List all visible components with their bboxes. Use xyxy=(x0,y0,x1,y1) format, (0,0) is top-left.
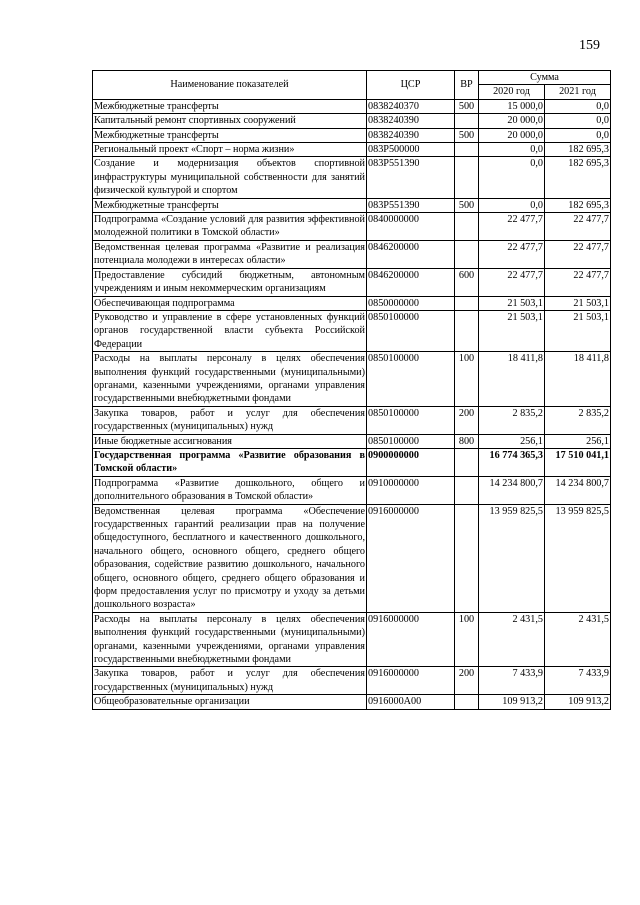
row-value-2020: 22 477,7 xyxy=(479,268,545,296)
row-vr xyxy=(455,695,479,709)
row-value-2020: 20 000,0 xyxy=(479,128,545,142)
row-csr: 0850100000 xyxy=(367,406,455,434)
table-row xyxy=(93,667,611,695)
table-row xyxy=(93,476,611,504)
table-row xyxy=(93,310,611,351)
row-csr: 0838240390 xyxy=(367,128,455,142)
row-value-2021: 0,0 xyxy=(545,114,611,128)
row-value-2021: 22 477,7 xyxy=(545,213,611,241)
row-csr: 0916000000 xyxy=(367,612,455,667)
header-year-2021: 2021 год xyxy=(545,85,611,99)
row-value-2020: 14 234 800,7 xyxy=(479,476,545,504)
row-csr: 0910000000 xyxy=(367,476,455,504)
table-row xyxy=(93,240,611,268)
table-row xyxy=(93,352,611,407)
row-csr: 0846200000 xyxy=(367,240,455,268)
row-name: Государственная программа «Развитие образования в Томской области» xyxy=(94,449,365,475)
row-value-2020: 21 503,1 xyxy=(479,296,545,310)
row-csr: 0916000000 xyxy=(367,504,455,612)
row-vr: 500 xyxy=(455,99,479,113)
row-value-2021: 22 477,7 xyxy=(545,268,611,296)
row-name: Ведомственная целевая программа «Обеспечение государственных гарантий реализации прав на получение общедоступного, бесплатного и качественного дошкольного, начального общего, основного общего, среднего общего образования, содействие развитию дошкольного, начального общего, основного общего, среднего общего образования и форм предоставления услуг по присмотру и уходу за детьми дошкольного возраста» xyxy=(94,505,365,611)
row-value-2021: 2 431,5 xyxy=(545,612,611,667)
row-vr: 500 xyxy=(455,128,479,142)
row-name: Создание и модернизация объектов спортивной инфраструктуры муниципальной собственности для занятий физической культурой и спортом xyxy=(94,158,365,197)
row-csr: 0838240370 xyxy=(367,99,455,113)
row-vr xyxy=(455,213,479,241)
row-value-2020: 16 774 365,3 xyxy=(479,448,545,476)
row-name: Региональный проект «Спорт – норма жизни» xyxy=(93,143,367,157)
row-value-2021: 21 503,1 xyxy=(545,310,611,351)
row-csr: 0838240390 xyxy=(367,114,455,128)
row-name: Руководство и управление в сфере установленных функций органов государственной власти субъекта Российской Федерации xyxy=(94,311,365,350)
row-name: Закупка товаров, работ и услуг для обеспечения государственных (муниципальных) нужд xyxy=(94,407,365,433)
row-value-2020: 22 477,7 xyxy=(479,213,545,241)
row-name: Обеспечивающая подпрограмма xyxy=(93,296,367,310)
row-name: Межбюджетные трансферты xyxy=(93,198,367,212)
row-csr: 0850100000 xyxy=(367,310,455,351)
page-number: 159 xyxy=(579,38,600,53)
row-value-2020: 18 411,8 xyxy=(479,352,545,407)
budget-table xyxy=(92,70,611,710)
row-value-2020: 22 477,7 xyxy=(479,240,545,268)
row-csr: 0850100000 xyxy=(367,434,455,448)
row-csr: 0850000000 xyxy=(367,296,455,310)
row-value-2020: 21 503,1 xyxy=(479,310,545,351)
row-value-2020: 13 959 825,5 xyxy=(479,504,545,612)
row-value-2021: 22 477,7 xyxy=(545,240,611,268)
row-value-2021: 21 503,1 xyxy=(545,296,611,310)
row-name: Подпрограмма «Развитие дошкольного, общего и дополнительного образования в Томской области» xyxy=(94,477,365,503)
row-name: Межбюджетные трансферты xyxy=(93,128,367,142)
row-value-2020: 2 835,2 xyxy=(479,406,545,434)
row-value-2020: 0,0 xyxy=(479,143,545,157)
row-value-2020: 7 433,9 xyxy=(479,667,545,695)
row-value-2020: 20 000,0 xyxy=(479,114,545,128)
row-vr: 200 xyxy=(455,406,479,434)
header-name: Наименование показателей xyxy=(93,71,367,100)
header-sum: Сумма xyxy=(479,71,611,85)
header-vr: ВР xyxy=(455,71,479,100)
table-row xyxy=(93,268,611,296)
row-name: Предоставление субсидий бюджетным, автономным учреждениям и иным некоммерческим организациям xyxy=(94,269,365,295)
row-value-2021: 0,0 xyxy=(545,128,611,142)
table-row xyxy=(93,157,611,198)
row-name: Межбюджетные трансферты xyxy=(93,99,367,113)
row-value-2020: 0,0 xyxy=(479,157,545,198)
row-vr xyxy=(455,143,479,157)
table-row xyxy=(93,695,611,709)
row-name: Капитальный ремонт спортивных сооружений xyxy=(93,114,367,128)
row-csr: 0900000000 xyxy=(367,448,455,476)
row-csr: 0916000А00 xyxy=(367,695,455,709)
row-csr: 083P551390 xyxy=(367,198,455,212)
row-csr: 0846200000 xyxy=(367,268,455,296)
table-row xyxy=(93,612,611,667)
row-value-2021: 7 433,9 xyxy=(545,667,611,695)
table-row xyxy=(93,198,611,212)
row-vr: 600 xyxy=(455,268,479,296)
table-row xyxy=(93,114,611,128)
row-vr: 100 xyxy=(455,352,479,407)
table-body xyxy=(93,99,611,709)
row-name: Закупка товаров, работ и услуг для обеспечения государственных (муниципальных) нужд xyxy=(94,668,365,693)
row-name: Подпрограмма «Создание условий для развития эффективной молодежной политики в Томской области» xyxy=(94,214,365,239)
row-value-2020: 2 431,5 xyxy=(479,612,545,667)
row-vr: 200 xyxy=(455,667,479,695)
row-name: Ведомственная целевая программа «Развитие и реализация потенциала молодежи в интересах области» xyxy=(94,241,365,267)
table-row xyxy=(93,128,611,142)
row-value-2020: 109 913,2 xyxy=(479,695,545,709)
table-row-program xyxy=(93,448,611,476)
row-vr xyxy=(455,310,479,351)
row-value-2021: 13 959 825,5 xyxy=(545,504,611,612)
row-name: Расходы на выплаты персоналу в целях обеспечения выполнения функций государственными (муниципальными) органами, казенными учреждениями, органами управления государственными внебюджетными фондами xyxy=(94,353,365,405)
row-value-2021: 182 695,3 xyxy=(545,143,611,157)
table-row xyxy=(93,504,611,612)
row-value-2020: 0,0 xyxy=(479,198,545,212)
row-value-2021: 182 695,3 xyxy=(545,157,611,198)
row-value-2021: 14 234 800,7 xyxy=(545,476,611,504)
row-value-2021: 182 695,3 xyxy=(545,198,611,212)
table-row xyxy=(93,99,611,113)
row-value-2020: 15 000,0 xyxy=(479,99,545,113)
row-name: Расходы на выплаты персоналу в целях обеспечения выполнения функций государственными (муниципальными) органами, казенными учреждениями, органами управления государственными внебюджетными фондами xyxy=(94,613,365,666)
row-value-2021: 109 913,2 xyxy=(545,695,611,709)
row-vr: 100 xyxy=(455,612,479,667)
row-vr xyxy=(455,157,479,198)
row-vr xyxy=(455,240,479,268)
row-vr xyxy=(455,504,479,612)
row-csr: 0916000000 xyxy=(367,667,455,695)
row-csr: 083P500000 xyxy=(367,143,455,157)
row-vr: 500 xyxy=(455,198,479,212)
row-vr xyxy=(455,296,479,310)
header-csr: ЦСР xyxy=(367,71,455,100)
table-row xyxy=(93,213,611,241)
row-value-2021: 0,0 xyxy=(545,99,611,113)
row-name: Иные бюджетные ассигнования xyxy=(93,434,367,448)
row-csr: 0850100000 xyxy=(367,352,455,407)
row-csr: 0840000000 xyxy=(367,213,455,241)
row-value-2021: 17 510 041,1 xyxy=(545,448,611,476)
row-value-2020: 256,1 xyxy=(479,434,545,448)
header-year-2020: 2020 год xyxy=(479,85,545,99)
row-vr xyxy=(455,114,479,128)
table-row xyxy=(93,434,611,448)
row-name: Общеобразовательные организации xyxy=(93,695,367,709)
row-csr: 083P551390 xyxy=(367,157,455,198)
row-value-2021: 18 411,8 xyxy=(545,352,611,407)
table-row xyxy=(93,296,611,310)
row-value-2021: 2 835,2 xyxy=(545,406,611,434)
row-vr xyxy=(455,476,479,504)
table-row xyxy=(93,406,611,434)
table-row xyxy=(93,143,611,157)
row-vr: 800 xyxy=(455,434,479,448)
row-value-2021: 256,1 xyxy=(545,434,611,448)
row-vr xyxy=(455,448,479,476)
